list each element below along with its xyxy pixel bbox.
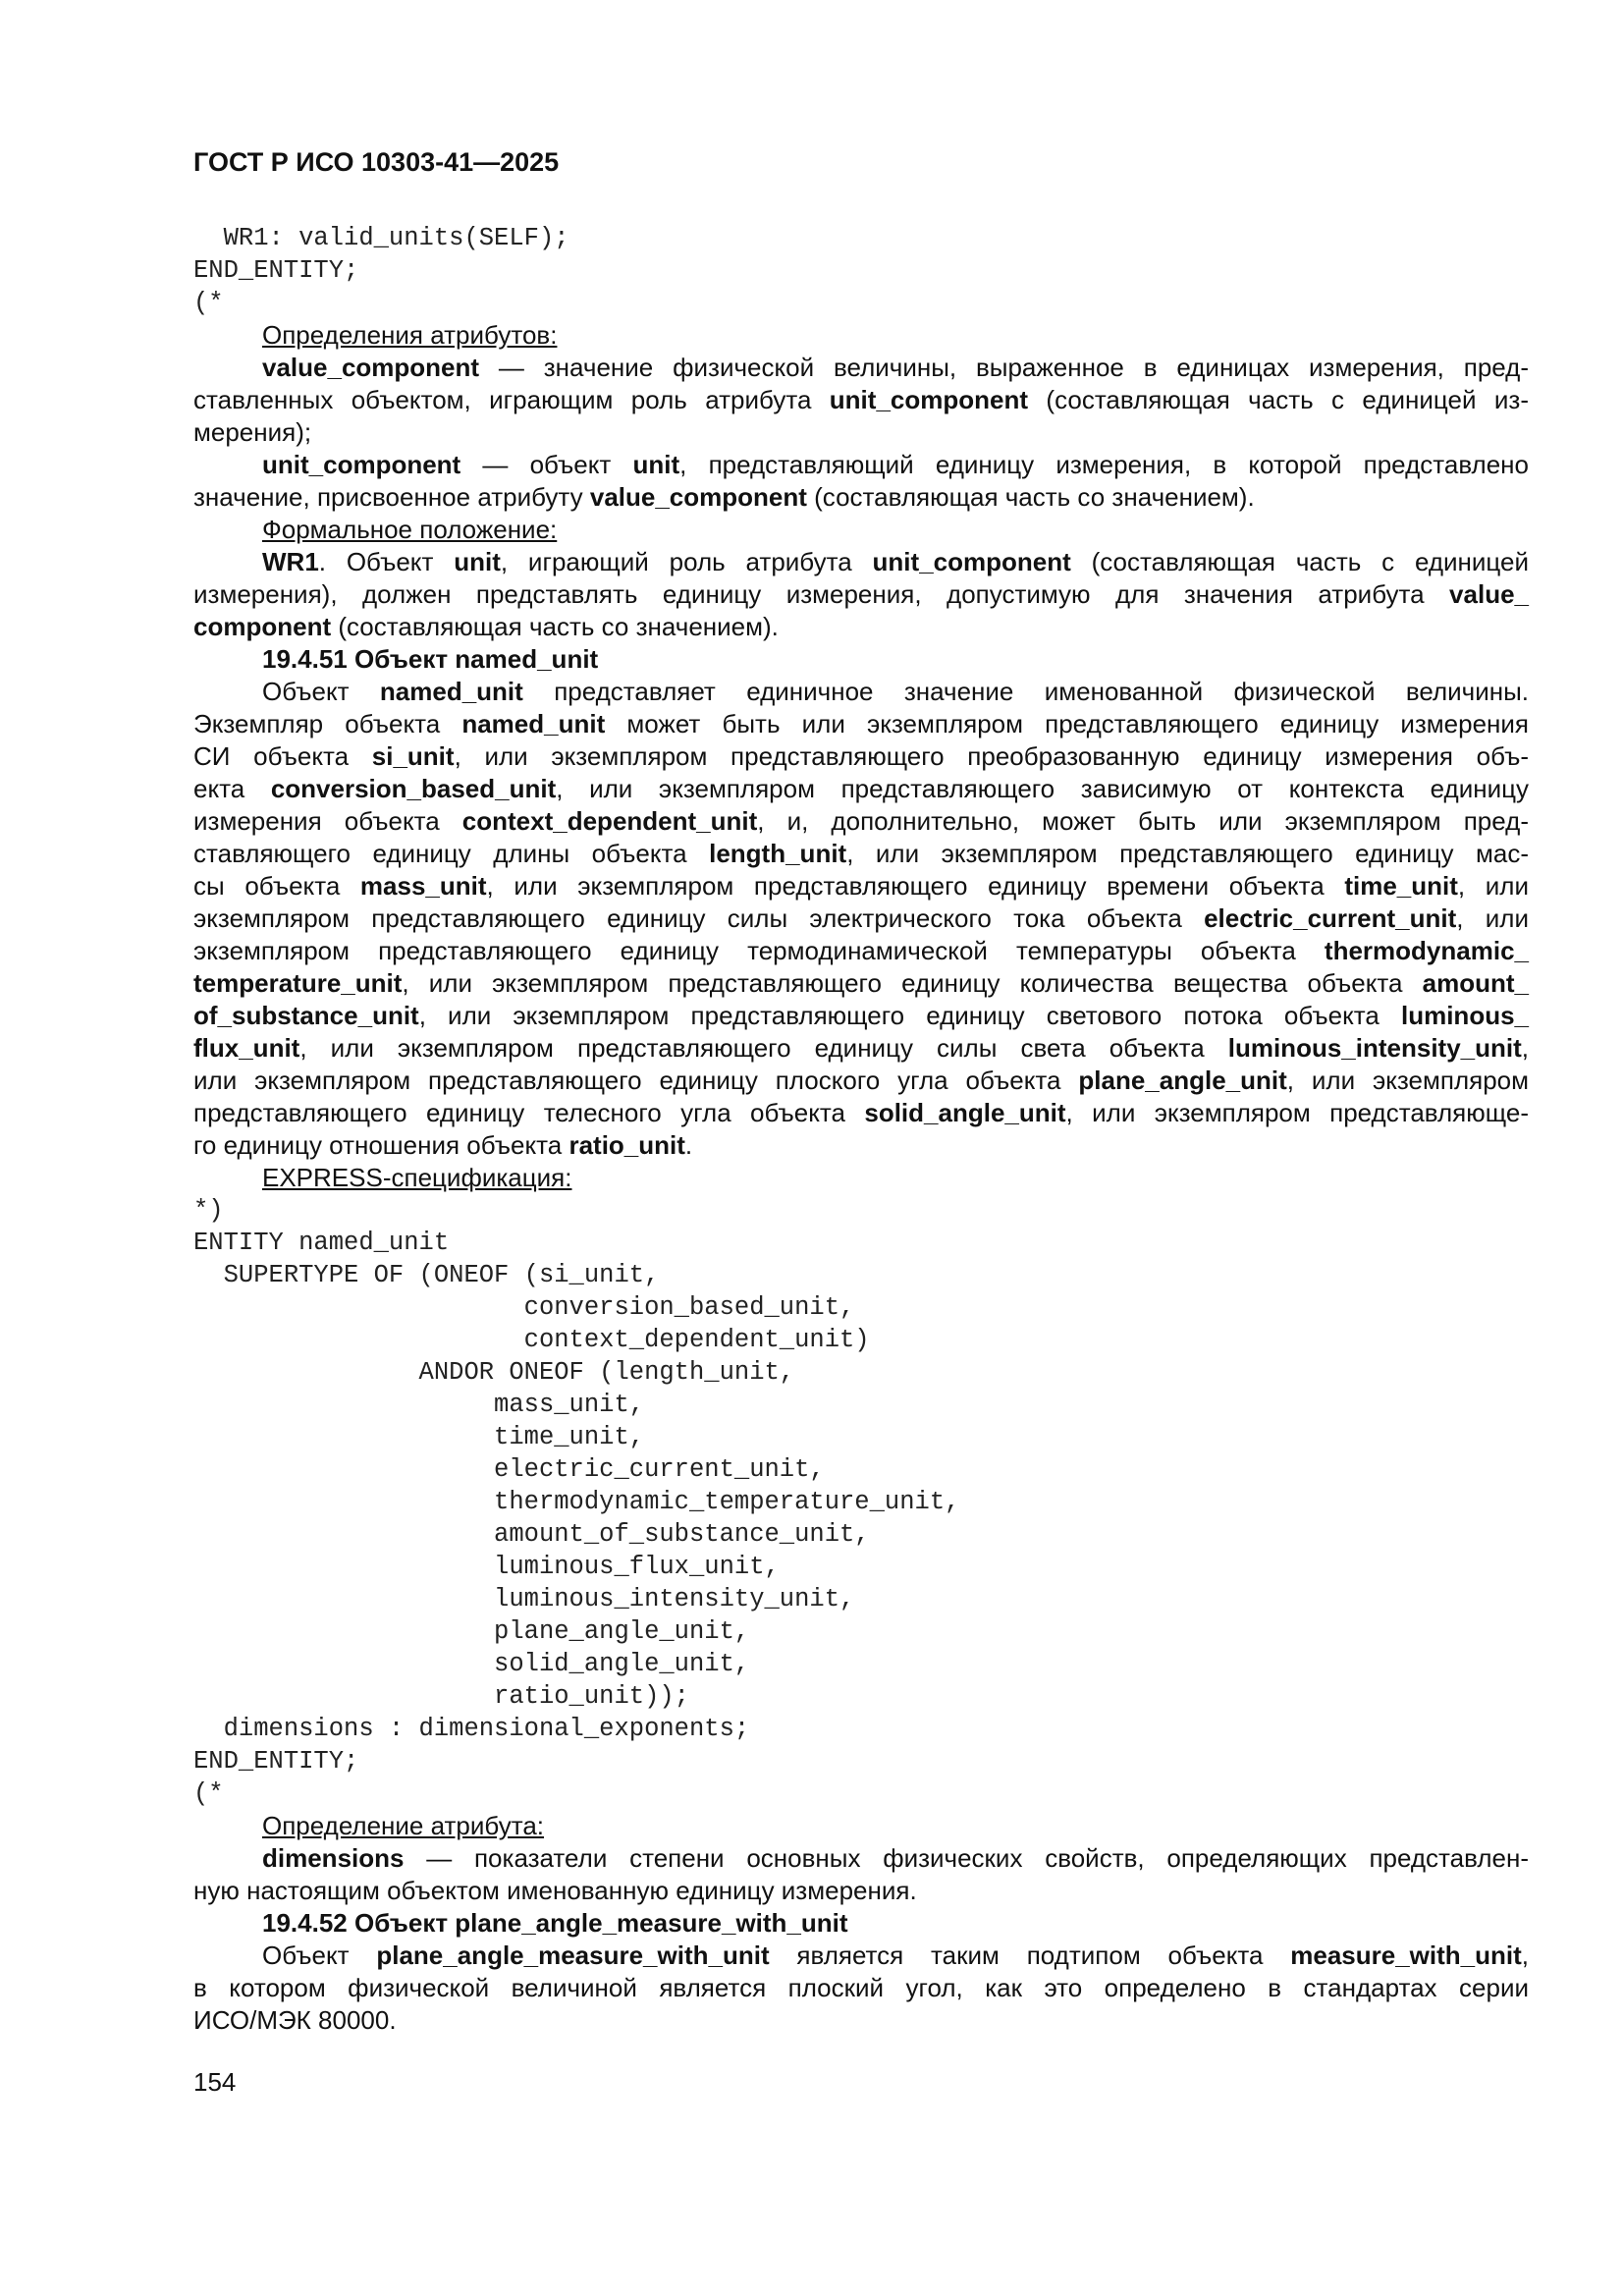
text-run: , или экземпляром представляюще- [1065, 1098, 1529, 1127]
bold-term: unit [632, 450, 680, 479]
text-run: — объект [460, 450, 633, 479]
text-line [193, 481, 1529, 514]
text-line [193, 967, 1529, 1000]
code-line: luminous_flux_unit, [193, 1553, 780, 1581]
bold-term: named_unit [461, 709, 606, 738]
text-run: экземпляром представляющего единицу термодинамической температуры объекта [193, 936, 1325, 965]
text-line [193, 546, 1529, 578]
text-line [193, 611, 1529, 643]
page-number: 154 [193, 2067, 237, 2097]
bold-term: time_unit [1344, 871, 1458, 901]
code-line: (* [193, 289, 224, 317]
text-run: ставленных объектом, играющим роль атрибута [193, 385, 830, 414]
text-run: (составляющая часть со значением). [806, 482, 1255, 512]
bold-term: named_unit [379, 677, 523, 706]
text-line [193, 1842, 1529, 1875]
text-run: — показатели степени основных физических свойств, определяющих представлен- [404, 1843, 1529, 1873]
text-line [193, 1097, 1529, 1129]
text-run: измерения объекта [193, 806, 462, 836]
bold-term: WR1 [262, 547, 319, 576]
text-run: представляющего единицу телесного угла объекта [193, 1098, 865, 1127]
document-header: ГОСТ Р ИСО 10303-41—2025 [193, 147, 560, 177]
code-line: WR1: valid_units(SELF); [193, 224, 569, 252]
text-run: , играющий роль атрибута [500, 547, 873, 576]
text-run: , или [1457, 871, 1529, 901]
code-line: dimensions : dimensional_exponents; [193, 1715, 750, 1743]
text-run: мерения); [193, 417, 312, 447]
bold-term: conversion_based_unit [270, 774, 557, 803]
text-line [193, 1129, 1529, 1162]
document-body [193, 222, 1529, 2037]
code-line: electric_current_unit, [193, 1455, 825, 1484]
bold-term: unit_component [829, 385, 1029, 414]
text-line [193, 708, 1529, 740]
text-run: (составляющая часть со значением). [331, 612, 779, 641]
text-line [193, 1907, 1529, 1940]
bold-term: context_dependent_unit [461, 806, 758, 836]
text-line [193, 740, 1529, 773]
text-line [193, 838, 1529, 870]
code-line: SUPERTYPE OF (ONEOF (si_unit, [193, 1261, 660, 1289]
bold-term: ratio_unit [568, 1130, 685, 1160]
text-line [193, 1065, 1529, 1097]
text-line [193, 1162, 1529, 1194]
code-line: context_dependent_unit) [193, 1326, 870, 1354]
text-run: — значение физической величины, выраженное в единицах измерения, пред- [479, 353, 1529, 382]
code-line: ENTITY named_unit [193, 1229, 450, 1257]
bold-term: value_ [1449, 579, 1529, 609]
text-run: , или экземпляром представляющего зависимую от контекста единицу [556, 774, 1529, 803]
text-run: может быть или экземпляром представляющего единицу измерения [605, 709, 1529, 738]
text-run: СИ объекта [193, 741, 372, 771]
section-heading: 19.4.51 Объект named_unit [262, 644, 599, 674]
bold-term: of_substance_unit [193, 1001, 419, 1030]
code-line: time_unit, [193, 1423, 645, 1451]
bold-term: solid_angle_unit [864, 1098, 1066, 1127]
text-run: , или экземпляром представляющего единицу силы света объекта [299, 1033, 1228, 1063]
text-run: сы объекта [193, 871, 360, 901]
text-run: , или экземпляром представляющего единицу светового потока объекта [418, 1001, 1401, 1030]
text-run: , или экземпляром [1286, 1066, 1530, 1095]
text-run: экземпляром представляющего единицу силы электрического тока объекта [193, 903, 1205, 933]
code-line: *) [193, 1196, 224, 1225]
bold-term: electric_current_unit [1204, 903, 1457, 933]
bold-term: unit_component [262, 450, 461, 479]
bold-term: mass_unit [359, 871, 487, 901]
text-run: , или экземпляром представляющего преобразованную единицу измерения объ- [454, 741, 1530, 771]
section-label: EXPRESS-спецификация: [262, 1163, 572, 1192]
section-label: Определение атрибута: [262, 1811, 545, 1840]
text-run: ставляющего единицу длины объекта [193, 839, 710, 868]
bold-term: plane_angle_unit [1078, 1066, 1287, 1095]
code-line: ratio_unit)); [193, 1682, 689, 1711]
text-line [193, 1032, 1529, 1065]
text-run: екта [193, 774, 271, 803]
bold-term: value_component [589, 482, 807, 512]
text-line [193, 514, 1529, 546]
text-line [193, 676, 1529, 708]
bold-term: plane_angle_measure_with_unit [376, 1941, 770, 1970]
text-run: , или экземпляром представляющего единицу количества вещества объекта [402, 968, 1423, 998]
text-line [193, 773, 1529, 805]
text-run: , и, дополнительно, может быть или экземпляром пред- [757, 806, 1529, 836]
text-line [193, 870, 1529, 902]
text-run: Экземпляр объекта [193, 709, 462, 738]
text-line [193, 319, 1529, 352]
code-line: END_ENTITY; [193, 1747, 359, 1776]
bold-term: si_unit [371, 741, 455, 771]
code-line: ANDOR ONEOF (length_unit, [193, 1358, 795, 1387]
text-run: , или экземпляром представляющего единицу времени объекта [486, 871, 1345, 901]
section-label: Определения атрибутов: [262, 320, 558, 350]
code-line: solid_angle_unit, [193, 1650, 750, 1678]
text-run: (составляющая часть с единицей из- [1028, 385, 1529, 414]
text-line [193, 1000, 1529, 1032]
text-run: или экземпляром представляющего единицу плоского угла объекта [193, 1066, 1079, 1095]
code-line: (* [193, 1779, 224, 1808]
code-line: plane_angle_unit, [193, 1617, 750, 1646]
text-line [193, 352, 1529, 384]
text-line [193, 935, 1529, 967]
text-run: в котором физической величиной является плоский угол, как это определено в стандартах серии [193, 1973, 1529, 2002]
text-line [193, 1972, 1529, 2004]
text-line [193, 1875, 1529, 1907]
text-run: Объект [262, 677, 380, 706]
bold-term: unit [454, 547, 501, 576]
text-run: является таким подтипом объекта [769, 1941, 1291, 1970]
section-label: Формальное положение: [262, 515, 558, 544]
bold-term: component [193, 612, 332, 641]
code-line: luminous_intensity_unit, [193, 1585, 855, 1613]
text-line [193, 1810, 1529, 1842]
text-run: . Объект [318, 547, 455, 576]
text-run: ную настоящим объектом именованную единицу измерения. [193, 1876, 917, 1905]
bold-term: luminous_intensity_unit [1227, 1033, 1522, 1063]
bold-term: length_unit [709, 839, 847, 868]
bold-term: unit_component [872, 547, 1071, 576]
text-run: , представляющий единицу измерения, в которой представлено [679, 450, 1529, 479]
bold-term: dimensions [262, 1843, 405, 1873]
text-line [193, 2004, 1529, 2037]
text-run: . [684, 1130, 693, 1160]
code-line: thermodynamic_temperature_unit, [193, 1488, 960, 1516]
text-run: представляет единичное значение именованной физической величины. [522, 677, 1529, 706]
text-run: , [1521, 1033, 1529, 1063]
text-line [193, 805, 1529, 838]
section-heading: 19.4.52 Объект plane_angle_measure_with_unit [262, 1908, 848, 1938]
text-line [193, 578, 1529, 611]
bold-term: temperature_unit [193, 968, 403, 998]
bold-term: luminous_ [1400, 1001, 1529, 1030]
text-line [193, 1940, 1529, 1972]
code-line: conversion_based_unit, [193, 1293, 855, 1322]
text-run: , или [1456, 903, 1529, 933]
text-line [193, 384, 1529, 416]
bold-term: value_component [262, 353, 480, 382]
bold-term: thermodynamic_ [1324, 936, 1529, 965]
text-line [193, 902, 1529, 935]
text-line [193, 643, 1529, 676]
code-line: amount_of_substance_unit, [193, 1520, 870, 1549]
bold-term: flux_unit [193, 1033, 300, 1063]
text-line [193, 449, 1529, 481]
bold-term: amount_ [1422, 968, 1529, 998]
text-run: , [1521, 1941, 1530, 1970]
text-line [193, 416, 1529, 449]
bold-term: measure_with_unit [1290, 1941, 1522, 1970]
text-run: го единицу отношения объекта [193, 1130, 569, 1160]
text-run: значение, присвоенное атрибуту [193, 482, 590, 512]
code-line: END_ENTITY; [193, 256, 359, 285]
text-run: Объект [262, 1941, 377, 1970]
text-run: , или экземпляром представляющего единицу мас- [846, 839, 1529, 868]
text-run: ИСО/МЭК 80000. [193, 2005, 397, 2035]
code-line: mass_unit, [193, 1391, 645, 1419]
text-run: (составляющая часть с единицей [1070, 547, 1529, 576]
text-run: измерения), должен представлять единицу измерения, допустимую для значения атрибута [193, 579, 1450, 609]
